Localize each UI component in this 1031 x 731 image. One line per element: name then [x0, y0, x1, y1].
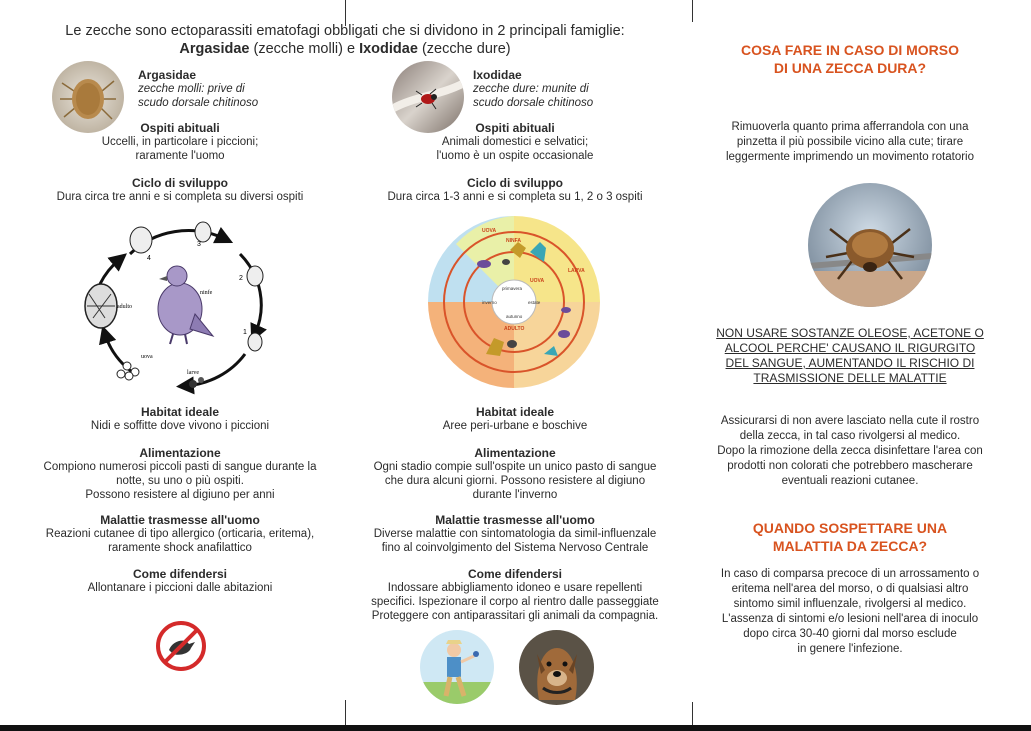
argasidae-hosts-title: Ospiti abituali	[140, 121, 220, 135]
argasidae-food-line3: Possono resistere al digiuno per anni	[85, 489, 275, 501]
after-line2: della zecca, in tal caso rivolgersi al medico.	[739, 430, 961, 442]
suspect-line6: in genere l'infezione.	[797, 643, 903, 655]
argasidae-hosts	[40, 121, 320, 163]
ixodidae-label-inverno: inverno	[482, 300, 497, 305]
no-pigeon-icon	[155, 620, 207, 672]
argasidae-cycle-text: Dura circa tre anni e si completa su diversi ospiti	[56, 191, 304, 203]
argasidae-label-3: 3	[197, 241, 201, 248]
ixodidae-food-title: Alimentazione	[474, 446, 556, 460]
ixodidae-cycle-title: Ciclo di sviluppo	[466, 176, 563, 190]
bite-title-line1: COSA FARE IN CASO DI MORSO	[740, 42, 960, 58]
dog-photo	[519, 630, 594, 705]
bite-title-line2: DI UNA ZECCA DURA?	[773, 60, 927, 76]
argasidae-disease-line2: raramente shock anafilattico	[108, 542, 252, 554]
argasidae-label-eggs: uova	[141, 354, 153, 360]
ixodidae-label-ninfa: NINFA	[506, 238, 521, 244]
ixodidae-label-larva: LARVA	[568, 268, 585, 274]
ixodidae-name: Ixodidae	[473, 68, 522, 82]
suspect-line5: dopo circa 30-40 giorni dal morso esclude	[743, 628, 957, 640]
suspect-line4: L'assenza di sintomi e/o lesioni nell'area di inoculo	[721, 613, 979, 625]
ixodidae-label-estate: estate	[528, 300, 541, 305]
ixodidae-desc1: zecche dure: munite di	[473, 83, 589, 95]
ixodidae-food-line3: durante l'inverno	[472, 489, 558, 501]
argasidae-label-4: 4	[147, 255, 151, 262]
ixodidae-food	[355, 446, 675, 502]
after-line4: prodotti non colorati che potrebbero mascherare	[727, 460, 973, 472]
hiker-illustration	[420, 630, 494, 704]
warning-text	[715, 326, 985, 386]
ixodidae-disease-title: Malattie trasmesse all'uomo	[435, 513, 595, 527]
argasidae-food-title: Alimentazione	[139, 446, 221, 460]
argasidae-label-2: 2	[239, 275, 243, 282]
ixodidae-hosts-line1: Animali domestici e selvatici;	[441, 136, 589, 148]
ixodidae-desc2: scudo dorsale chitinoso	[473, 97, 594, 109]
intro-line2	[40, 40, 650, 58]
intro-family1: Argasidae	[179, 41, 250, 57]
after-line5: eventuali reazioni cutanee.	[781, 475, 919, 487]
warning-line2: ALCOOL PERCHE' CAUSANO IL RIGURGITO	[724, 341, 976, 355]
ixodidae-disease	[355, 513, 675, 555]
ixodidae-food-line1: Ogni stadio compie sull'ospite un unico pasto di sangue	[373, 461, 657, 473]
warning-line4: TRASMISSIONE DELLE MALATTIE	[753, 371, 947, 385]
ixodidae-label-uova-mid: UOVA	[530, 278, 545, 284]
argasidae-header	[138, 68, 318, 110]
after-line3: Dopo la rimozione della zecca disinfettare l'area con	[717, 445, 983, 457]
argasidae-food-line2: notte, su uno o più ospiti.	[116, 475, 244, 487]
ixodidae-food-line2: che dura alcuni giorni. Possono resistere al digiuno	[384, 475, 646, 487]
ixodidae-habitat-title: Habitat ideale	[475, 405, 555, 419]
intro-family1-note: (zecche molli) e	[249, 41, 360, 57]
argasidae-cycle-title: Ciclo di sviluppo	[131, 176, 228, 190]
after-removal-text	[705, 414, 995, 489]
argasidae-habitat	[40, 405, 320, 433]
argasidae-food	[20, 446, 340, 502]
ixodidae-defend-line1: Indossare abbigliamento idoneo e usare repellenti	[387, 582, 643, 594]
argasidae-label-1: 1	[243, 329, 247, 336]
ixodidae-label-adulto: ADULTO	[504, 326, 525, 332]
argasidae-disease-title: Malattie trasmesse all'uomo	[100, 513, 260, 527]
argasidae-food-line1: Compiono numerosi piccoli pasti di sangue durante la	[43, 461, 317, 473]
ixodidae-hosts-line2: l'uomo è un ospite occasionale	[436, 150, 594, 162]
fold-mark-bottom-middle	[345, 700, 346, 726]
ixodidae-defend-title: Come difendersi	[467, 567, 563, 581]
argasidae-label-adult: adulto	[117, 304, 132, 310]
ixodidae-defend-line2: specifici. Ispezionare il corpo al rientro dalle passeggiate	[371, 596, 659, 608]
argasidae-defend-text: Allontanare i piccioni dalle abitazioni	[87, 582, 273, 594]
suspect-title-line1: QUANDO SOSPETTARE UNA	[752, 520, 948, 536]
ixodidae-habitat	[370, 405, 660, 433]
suspect-title	[720, 519, 980, 555]
argasidae-desc2: scudo dorsale chitinoso	[138, 97, 259, 109]
after-line1: Assicurarsi di non avere lasciato nella cute il rostro	[720, 415, 980, 427]
warning-line1: NON USARE SOSTANZE OLEOSE, ACETONE O	[716, 326, 984, 340]
fold-mark-top-right	[692, 0, 693, 22]
argasidae-desc1: zecche molli: prive di	[138, 83, 245, 95]
argasidae-habitat-title: Habitat ideale	[140, 405, 220, 419]
tick-removal-photo	[808, 183, 932, 307]
ixodidae-habitat-text: Aree peri-urbane e boschive	[442, 420, 588, 432]
ixodidae-disease-line1: Diverse malattie con sintomatologia da simil-influenzale	[373, 528, 657, 540]
argasidae-disease-line1: Reazioni cutanee di tipo allergico (orticaria, eritema),	[45, 528, 315, 540]
suspect-text	[705, 567, 995, 657]
intro-family2-note: (zecche dure)	[417, 41, 511, 57]
argasidae-label-nymph: ninfe	[200, 290, 213, 296]
suspect-title-line2: MALATTIA DA ZECCA?	[772, 538, 928, 554]
intro-text	[40, 22, 650, 58]
bite-title	[720, 41, 980, 77]
argasidae-disease	[20, 513, 340, 555]
ixodidae-disease-line2: fino al coinvolgimento del Sistema Nervoso Centrale	[381, 542, 649, 554]
warning-line3: DEL SANGUE, AUMENTANDO IL RISCHIO DI	[725, 356, 975, 370]
remove-line1: Rimuoverla quanto prima afferrandola con una	[731, 121, 969, 133]
argasidae-cycle	[20, 176, 340, 204]
ixodidae-label-autunno: autunno	[506, 314, 523, 319]
remove-line3: leggermente imprimendo un movimento rotatorio	[725, 151, 974, 163]
argasidae-hosts-line1: Uccelli, in particolare i piccioni;	[101, 136, 259, 148]
ixodidae-label-uova-top: UOVA	[482, 228, 497, 234]
argasidae-cycle-diagram	[75, 214, 285, 399]
argasidae-defend	[40, 567, 320, 595]
ixodidae-defend	[355, 567, 675, 623]
argasidae-label-larvae: larve	[187, 370, 199, 376]
intro-family2: Ixodidae	[359, 41, 418, 57]
argasidae-defend-title: Come difendersi	[132, 567, 228, 581]
ixodidae-cycle-diagram	[426, 214, 602, 390]
suspect-line1: In caso di comparsa precoce di un arrossamento o	[720, 568, 980, 580]
ixodidae-defend-line3: Proteggere con antiparassitari gli animali da compagnia.	[371, 610, 659, 622]
intro-line1: Le zecche sono ectoparassiti ematofagi obbligati che si dividono in 2 principali famiglie:	[65, 23, 625, 39]
ixodidae-cycle	[355, 176, 675, 204]
ixodidae-header	[473, 68, 653, 110]
ixodidae-hosts-title: Ospiti abituali	[475, 121, 555, 135]
suspect-line2: eritema nell'area del morso, o di qualsiasi altro	[731, 583, 969, 595]
argasidae-habitat-text: Nidi e soffitte dove vivono i piccioni	[90, 420, 270, 432]
ixodidae-hosts	[370, 121, 660, 163]
remove-line2: pinzetta il più possibile vicino alla cute; tirare	[736, 136, 964, 148]
ixodidae-cycle-text: Dura circa 1-3 anni e si completa su 1, 2 o 3 ospiti	[387, 191, 643, 203]
fold-mark-bottom-right	[692, 702, 693, 726]
argasidae-hosts-line2: raramente l'uomo	[135, 150, 225, 162]
suspect-line3: sintomo simil influenzale, rivolgersi al medico.	[733, 598, 967, 610]
argasidae-name: Argasidae	[138, 68, 197, 82]
remove-instructions	[705, 120, 995, 165]
bottom-edge	[0, 725, 1031, 731]
ixodidae-label-primavera: primavera	[502, 286, 523, 291]
